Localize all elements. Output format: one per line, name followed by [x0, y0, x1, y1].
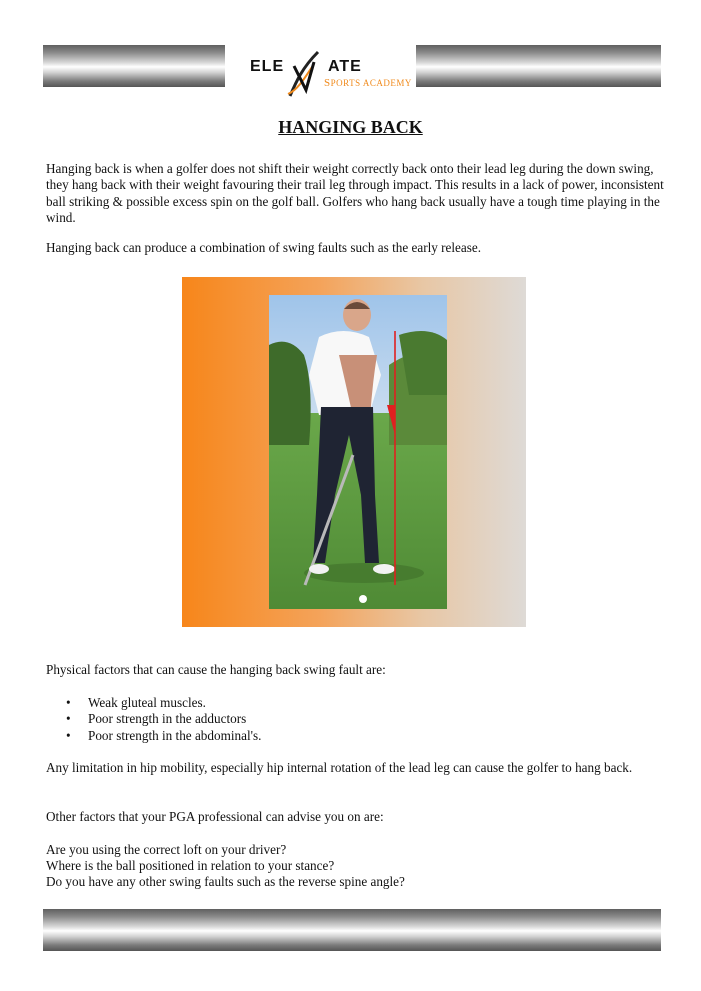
list-item: • Weak gluteal muscles.: [46, 695, 261, 711]
intro-paragraph-2: Hanging back can produce a combination of swing faults such as the early release.: [46, 240, 482, 255]
physical-factors-list: [46, 695, 261, 744]
logo-swoosh-icon: [284, 46, 324, 102]
golfer-photo: [269, 295, 447, 609]
intro-paragraph: Hanging back is when a golfer does not shift their weight correctly back onto their lead leg during the down swing, they hang back with their weight favouring their trail leg through impact. This results in a lack of power, inconsistent ball striking & possible excess spin on the golf ball. Golfers who hang back usually have a tough time playing in the wind.: [46, 161, 664, 226]
question-ball-position: Where is the ball positioned in relation to your stance?: [46, 858, 335, 873]
logo-subtitle: SPORTS ACADEMY: [324, 77, 412, 89]
logo-name-left: ELE: [250, 58, 285, 75]
header-bar-right: [416, 45, 661, 87]
question-loft: Are you using the correct loft on your driver?: [46, 842, 287, 857]
header-bar-left: [43, 45, 225, 87]
other-factors-heading: Other factors that your PGA professional can advise you on are:: [46, 809, 384, 824]
question-swing-faults: Do you have any other swing faults such as the reverse spine angle?: [46, 874, 405, 889]
page-title: HANGING BACK: [278, 117, 423, 137]
elevate-logo: [248, 46, 412, 102]
footer-bar: [43, 909, 661, 951]
list-item: • Poor strength in the abdominal's.: [46, 728, 261, 744]
physical-factors-heading: Physical factors that can cause the hanging back swing fault are:: [46, 662, 386, 677]
logo-name-right: ATE: [328, 58, 362, 75]
list-item: • Poor strength in the adductors: [46, 711, 261, 727]
hip-mobility-paragraph: Any limitation in hip mobility, especially hip internal rotation of the lead leg can cause the golfer to hang back.: [46, 760, 633, 775]
